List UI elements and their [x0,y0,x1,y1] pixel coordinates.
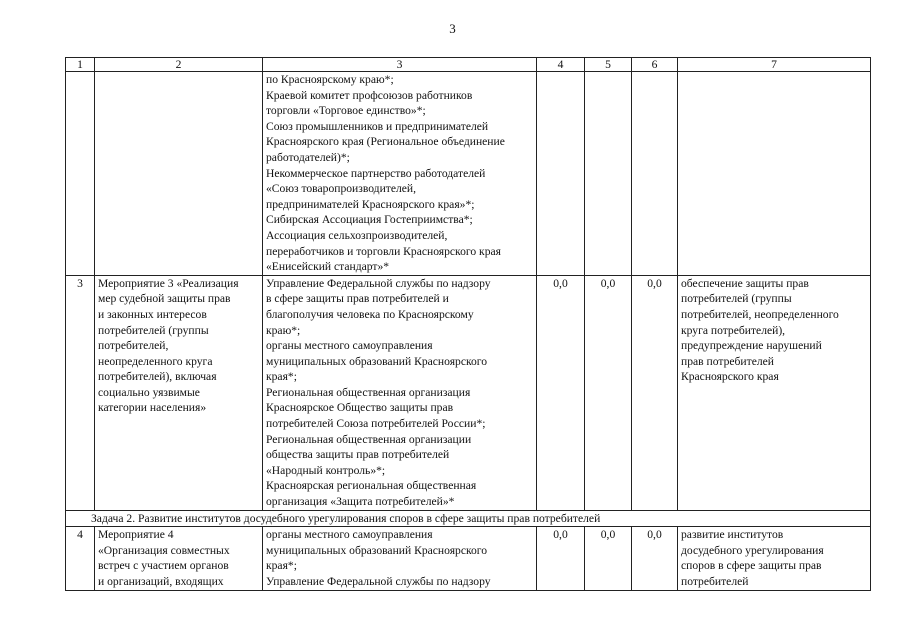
cell-text-line: общества защиты прав потребителей [266,448,450,462]
cell-text-line: прав потребителей [681,354,774,368]
header-cell-2: 2 [95,58,263,72]
cell-text-line: муниципальных образований Красноярского [266,543,488,557]
measure-name-cell [95,275,263,510]
cell-text-line: «Народный контроль»*; [266,463,386,477]
cell-text-line: споров в сфере защиты прав [681,559,822,573]
result-cell [678,72,871,276]
executors-cell [263,275,537,510]
table-row-continuation [66,72,871,276]
result-cell [678,527,871,590]
value-cell-5: 0,0 [585,275,632,510]
cell-text-line: края*; [266,370,297,384]
cell-text-line: благополучия человека по Красноярскому [266,307,474,321]
value-cell-4 [537,72,585,276]
cell-text-line: торговли «Торговое единство»*; [266,104,426,118]
page-number: 3 [449,21,456,36]
measure-name-cell [95,527,263,590]
task-row [66,510,871,527]
cell-text-line: органы местного самоуправления [266,528,433,542]
value-cell-5 [585,72,632,276]
cell-text-line: предпринимателей Красноярского края»*; [266,197,475,211]
cell-text-line: организация «Защита потребителей»* [266,495,455,509]
value-cell-5: 0,0 [585,527,632,590]
cell-text-line: досудебного урегулирования [681,543,824,557]
header-cell-1: 1 [66,58,95,72]
cell-text-line: потребителей (группы [681,292,792,306]
cell-text-line: Красноярского края (Региональное объединение [266,135,505,149]
value-cell-4: 0,0 [537,275,585,510]
cell-text-line: муниципальных образований Красноярского [266,354,488,368]
header-cell-4: 4 [537,58,585,72]
cell-text-line: по Красноярскому краю*; [266,73,394,86]
cell-text-line: социально уязвимые [98,385,200,399]
cell-text-line: Региональная общественная организация [266,385,471,399]
cell-text-line: в сфере защиты прав потребителей и [266,292,449,306]
cell-text-line: «Енисейский стандарт»* [266,260,390,274]
result-cell [678,275,871,510]
header-cell-6: 6 [632,58,678,72]
executors-cell [263,527,537,590]
cell-text-line: «Союз товаропроизводителей, [266,182,417,196]
cell-text-line: переработчиков и торговли Красноярского края [266,244,501,258]
task-title: Задача 2. Развитие институтов досудебного урегулирования споров в сфере защиты прав потребителей [66,510,871,527]
cell-text-line: и организаций, входящих [98,575,224,588]
value-cell-4: 0,0 [537,527,585,590]
table-row-measure-3 [66,275,871,510]
cell-text-line: Сибирская Ассоциация Гостеприимства*; [266,213,473,227]
measure-name-cell [95,72,263,276]
cell-text-line: потребителей (группы [98,323,209,337]
cell-text-line: потребителей [681,575,749,588]
value-cell-6: 0,0 [632,275,678,510]
value-cell-6 [632,72,678,276]
cell-text-line: потребителей Союза потребителей России*; [266,417,486,431]
cell-text-line: потребителей), включая [98,370,217,384]
cell-text-line: Некоммерческое партнерство работодателей [266,166,486,180]
cell-text-line: встреч с участием органов [98,559,229,573]
measures-table [65,57,871,591]
cell-text-line: предупреждение нарушений [681,339,822,353]
cell-text-line: развитие институтов [681,528,784,542]
cell-text-line: работодателей)*; [266,150,350,164]
cell-text-line: Региональная общественная организации [266,432,472,446]
cell-text-line: края*; [266,559,297,573]
cell-text-line: Краевой комитет профсоюзов работников [266,88,473,102]
cell-text-line: Красноярская региональная общественная [266,479,477,493]
row-number [66,72,95,276]
header-cell-5: 5 [585,58,632,72]
cell-text-line: потребителей, [98,339,169,353]
cell-text-line: «Организация совместных [98,543,230,557]
cell-text-line: Союз промышленников и предпринимателей [266,119,489,133]
cell-text-line: неопределенного круга [98,354,213,368]
row-number: 4 [66,527,95,590]
header-cell-7: 7 [678,58,871,72]
cell-text-line: потребителей, неопределенного [681,307,839,321]
cell-text-line: обеспечение защиты прав [681,276,809,290]
cell-text-line: Мероприятие 4 [98,528,174,542]
cell-text-line: Красноярского края [681,370,779,384]
cell-text-line: категории населения» [98,401,207,415]
cell-text-line: Ассоциация сельхозпроизводителей, [266,228,448,242]
cell-text-line: круга потребителей), [681,323,786,337]
cell-text-line: органы местного самоуправления [266,339,433,353]
cell-text-line: Управление Федеральной службы по надзору [266,575,491,588]
cell-text-line: Управление Федеральной службы по надзору [266,276,491,290]
cell-text-line: мер судебной защиты прав [98,292,231,306]
cell-text-line: Красноярское Общество защиты прав [266,401,454,415]
header-cell-3: 3 [263,58,537,72]
cell-text-line: Мероприятие 3 «Реализация [98,276,239,290]
value-cell-6: 0,0 [632,527,678,590]
cell-text-line: и законных интересов [98,307,207,321]
row-number: 3 [66,275,95,510]
table-row-measure-4 [66,527,871,590]
cell-text-line: краю*; [266,323,301,337]
header-row [66,58,871,72]
executors-cell [263,72,537,276]
